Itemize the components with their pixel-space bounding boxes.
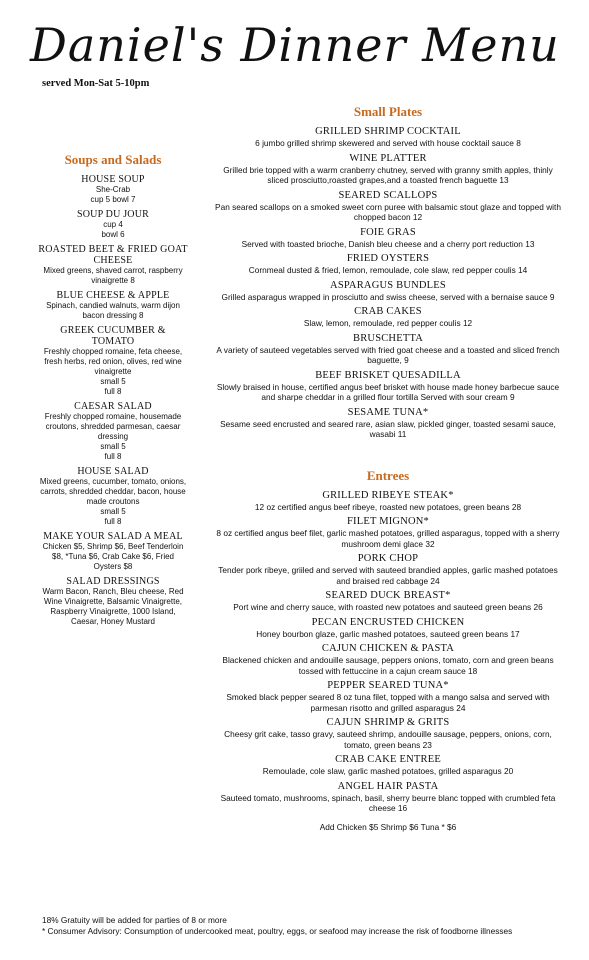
menu-item-name: CAJUN SHRIMP & GRITS — [326, 717, 450, 728]
menu-item-name: BEEF BRISKET QUESADILLA — [315, 369, 461, 381]
menu-item-name: FOIE GRAS — [360, 226, 416, 238]
menu-item-description: cup 5 bowl 7 — [90, 195, 136, 204]
menu-item — [38, 290, 188, 321]
menu-item-description: Mixed greens, cucumber, tomato, onions, carrots, shredded cheddar, bacon, house made croutons — [39, 477, 187, 506]
menu-item — [212, 781, 564, 814]
menu-item-name: GRILLED RIBEYE STEAK* — [322, 489, 454, 501]
menu-item-description: Chicken $5, Shrimp $6, Beef Tenderloin $8, *Tuna $6, Crab Cake $6, Fried Oysters $8 — [42, 542, 184, 571]
menu-item — [38, 174, 188, 205]
menu-item — [212, 490, 564, 513]
menu-item-description: Blackened chicken and andouille sausage, peppers onions, tomato, corn and green beans tossed with fettuccine in a cajun cream sauce 18 — [222, 655, 554, 676]
menu-item-description: Freshly chopped romaine, housemade croutons, shredded parmesan, caesar dressing — [44, 412, 182, 441]
menu-item-name: ANGEL HAIR PASTA — [337, 780, 439, 792]
menu-item-name: SOUP DU JOUR — [76, 209, 150, 220]
menu-item-description: Cheesy grit cake, tasso gravy, sauteed shrimp, andouille sausage, peppers, onions, corn, tomato, green beans 23 — [224, 729, 552, 750]
menu-item-name: FILET MIGNON* — [346, 516, 430, 527]
menu-item-name: GREEK CUCUMBER & TOMATO — [60, 325, 166, 347]
menu-item-name: SEARED SCALLOPS — [338, 189, 438, 201]
menu-item-description: Pan seared scallops on a smoked sweet corn puree with balsamic stout glaze and topped with chopped bacon 12 — [215, 201, 561, 222]
menu-item-description: She-Crab — [95, 185, 131, 194]
menu-item — [212, 680, 564, 713]
menu-item-name: FRIED OYSTERS — [346, 253, 430, 264]
menu-item-description: Freshly chopped romaine, feta cheese, fresh herbs, red onion, olives, red wine vinaigrette — [43, 347, 183, 376]
menu-item-name: CAJUN CHICKEN & PASTA — [321, 643, 455, 654]
menu-item-name: PORK CHOP — [357, 553, 419, 564]
soups-salads-column — [38, 152, 188, 631]
menu-item — [212, 280, 564, 303]
menu-item — [212, 553, 564, 586]
main-column — [212, 104, 564, 832]
menu-item-description: small 5 — [100, 442, 126, 451]
menu-item-name: ASPARAGUS BUNDLES — [330, 279, 446, 291]
menu-item-name: BRUSCHETTA — [353, 332, 423, 344]
menu-item — [212, 370, 564, 403]
menu-item-description: A variety of sauteed vegetables served with fried goat cheese and a toasted and sliced french baguette, 9 — [216, 344, 560, 365]
menu-item-name: PECAN ENCRUSTED CHICKEN — [311, 616, 465, 628]
menu-item — [212, 333, 564, 366]
section-title-soups-salads: Soups and Salads — [64, 152, 162, 167]
served-hours: served Mon-Sat 5-10pm — [42, 78, 150, 89]
consumer-advisory: * Consumer Advisory: Consumption of undercooked meat, poultry, eggs, or seafood may increase the risk of foodborne illnesses — [42, 926, 513, 936]
menu-item-description: Sesame seed encrusted and seared rare, asian slaw, pickled ginger, toasted sesami sauce, wasabi 11 — [220, 418, 556, 439]
menu-item-name: HOUSE SOUP — [81, 174, 145, 185]
menu-item-description: Mixed greens, shaved carrot, raspberry vinaigrette 8 — [43, 266, 183, 285]
menu-item-name: CRAB CAKES — [354, 306, 422, 317]
soups-salads-list — [38, 174, 188, 627]
menu-item-description: full 8 — [104, 517, 122, 526]
menu-item — [212, 643, 564, 676]
menu-item — [212, 253, 564, 276]
menu-item-name: PEPPER SEARED TUNA* — [327, 680, 449, 691]
small-plates-list — [212, 126, 564, 440]
menu-item — [212, 126, 564, 149]
menu-item — [212, 227, 564, 250]
menu-item — [212, 590, 564, 613]
menu-item-description: Sauteed tomato, mushrooms, spinach, basil, sherry beurre blanc topped with crumbled feta cheese 16 — [220, 792, 556, 813]
entree-add-on: Add Chicken $5 Shrimp $6 Tuna * $6 — [319, 821, 457, 832]
menu-item-name: HOUSE SALAD — [77, 466, 149, 477]
menu-item-name: WINE PLATTER — [349, 152, 427, 164]
menu-item-description: full 8 — [104, 452, 122, 461]
menu-item-name: ROASTED BEET & FRIED GOAT CHEESE — [38, 244, 188, 266]
menu-item — [212, 617, 564, 640]
menu-item — [38, 209, 188, 240]
menu-item — [38, 576, 188, 627]
menu-item-description: small 5 — [100, 377, 126, 386]
menu-title: Daniel's Dinner Menu — [30, 18, 560, 72]
menu-item-name: BLUE CHEESE & APPLE — [56, 290, 170, 301]
menu-item-description: Cornmeal dusted & fried, lemon, remoulade, cole slaw, red pepper coulis 14 — [248, 265, 528, 275]
menu-item — [212, 306, 564, 329]
menu-item — [38, 244, 188, 286]
menu-item-description: Spinach, candied walnuts, warm dijon bacon dressing 8 — [46, 301, 180, 320]
menu-item — [212, 754, 564, 777]
menu-item-description: Smoked black pepper seared 8 oz tuna filet, topped with a mango salsa and served with parmesan risotto and grilled asparagus 24 — [226, 692, 550, 713]
menu-item-description: 8 oz certified angus beef filet, garlic mashed potatoes, grilled asparagus, topped with a sherry mushroom demi glace 32 — [216, 528, 560, 549]
menu-item-description: Grilled brie topped with a warm cranberry chutney, served with granny smith apples, thinly sliced prosciutto,roasted grapes,and a toasted french baguette 13 — [223, 164, 553, 185]
menu-item-description: Slowly braised in house, certified angus beef brisket with house made honey barbecue sauce and sharpe cheddar in a grilled flour tortilla Served with sour cream 9 — [216, 381, 560, 402]
menu-item — [38, 325, 188, 397]
menu-item-name: GRILLED SHRIMP COCKTAIL — [315, 126, 461, 137]
menu-item — [212, 153, 564, 186]
menu-item — [212, 407, 564, 440]
menu-item-description: Remoulade, cole slaw, garlic mashed potatoes, grilled asparagus 20 — [262, 766, 514, 776]
menu-item-description: 12 oz certified angus beef ribeye, roasted new potatoes, green beans 28 — [254, 501, 522, 512]
menu-item-description: Tender pork ribeye, griiled and served with sauteed brandied apples, garlic mashed potatoes and braised red cabbage 24 — [218, 565, 558, 586]
menu-item-name: SEARED DUCK BREAST* — [325, 590, 451, 601]
menu-item-description: Served with toasted brioche, Danish bleu cheese and a cherry port reduction 13 — [241, 238, 535, 249]
menu-item-description: Port wine and cherry sauce, with roasted new potatoes and sauteed green beans 26 — [233, 602, 543, 612]
menu-item-description: Slaw, lemon, remoulade, red pepper coulis 12 — [303, 318, 473, 328]
menu-item-description: small 5 — [100, 507, 126, 516]
menu-item — [212, 717, 564, 750]
menu-item-description: Honey bourbon glaze, garlic mashed potatoes, sauteed green beans 17 — [256, 628, 520, 639]
menu-item-description: 6 jumbo grilled shrimp skewered and served with house cocktail sauce 8 — [255, 138, 521, 148]
menu-item-name: MAKE YOUR SALAD A MEAL — [43, 531, 183, 542]
menu-item-name: SALAD DRESSINGS — [66, 576, 160, 587]
menu-item-name: CAESAR SALAD — [74, 401, 152, 412]
menu-item-description: Warm Bacon, Ranch, Bleu cheese, Red Wine Vinaigrette, Balsamic Vinaigrette, Raspberry Vinaigrette, 1000 Island, Caesar, Honey Mustard — [42, 587, 184, 626]
gratuity-note: 18% Gratuity will be added for parties of 8 or more — [42, 915, 227, 925]
menu-item — [212, 516, 564, 549]
menu-item-name: SESAME TUNA* — [347, 406, 429, 418]
menu-item-description: bowl 6 — [101, 230, 125, 239]
entrees-list — [212, 490, 564, 814]
menu-item-name: CRAB CAKE ENTREE — [335, 754, 441, 765]
menu-item-description: Grilled asparagus wrapped in prosciutto and swiss cheese, served with a bernaise sauce 9 — [221, 291, 555, 302]
menu-item — [38, 401, 188, 462]
footer — [42, 915, 572, 937]
section-title-small-plates: Small Plates — [353, 104, 423, 119]
menu-item-description: cup 4 — [103, 220, 123, 229]
menu-item — [212, 190, 564, 223]
section-title-entrees: Entrees — [366, 467, 410, 483]
menu-item-description: full 8 — [104, 387, 122, 396]
menu-item — [38, 466, 188, 527]
menu-item — [38, 531, 188, 572]
